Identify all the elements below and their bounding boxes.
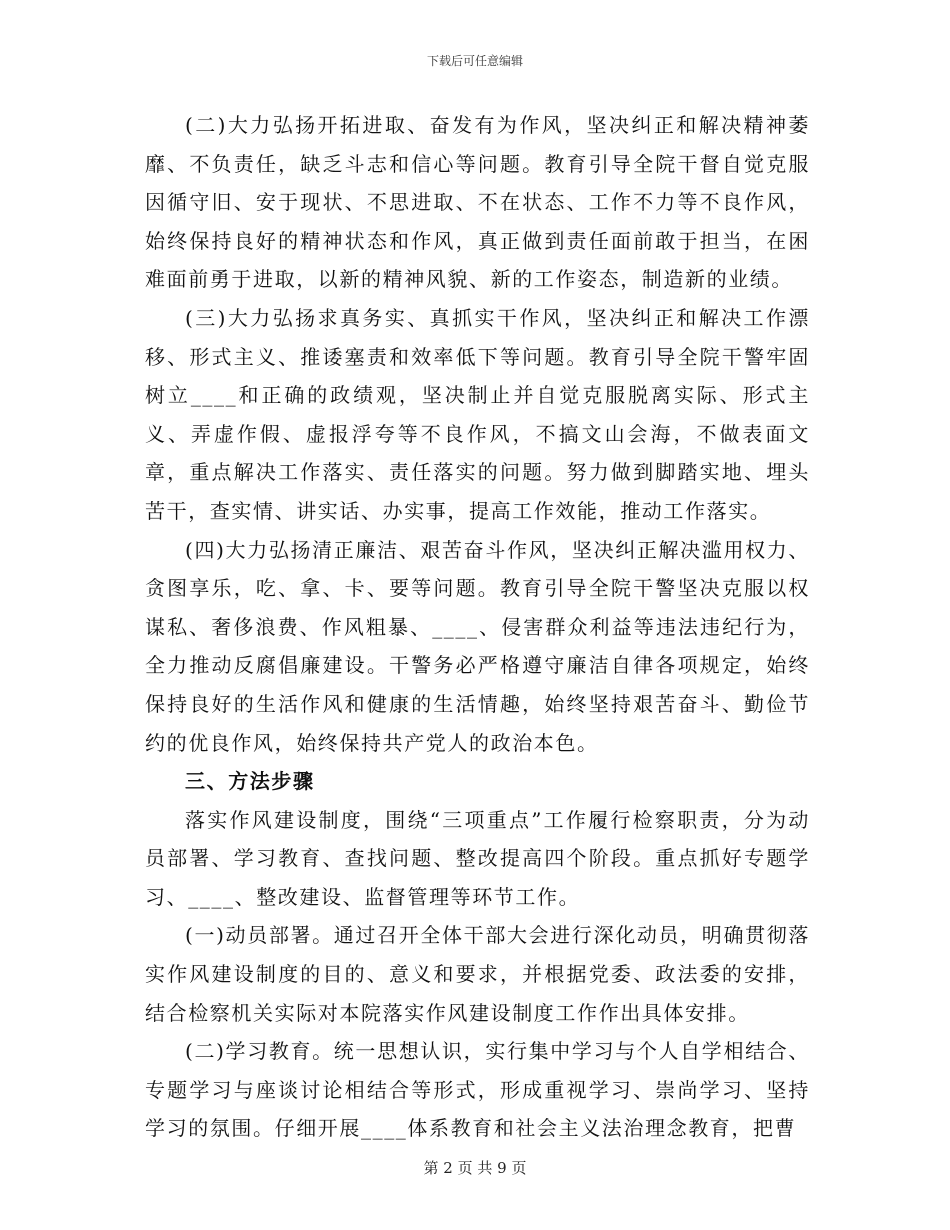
paragraph-3-1: (一)动员部署。通过召开全体干部大会进行深化动员，明确贯彻落实作风建设制度的目的、意义和要求，并根据党委、政法委的安排，结合检察机关实际对本院落实作风建设制度工作作出具体安排。	[145, 923, 810, 1025]
paragraph-2-2: (二)大力弘扬开拓进取、奋发有为作风，坚决纠正和解决精神萎靡、不负责任，缺乏斗志和信心等问题。教育引导全院干督自觉克服因循守旧、安于现状、不思进取、不在状态、工作不力等不良作风，始终保持良好的精神状态和作风，真正做到责任面前敢于担当，在困难面前勇于进取，以新的精神风貌、新的工作姿态，制造新的业绩。	[145, 113, 810, 292]
paragraph-3-intro: 落实作风建设制度，围绕“三项重点”工作履行检察职责，分为动员部署、学习教育、查找问题、整改提高四个阶段。重点抓好专题学习、____、整改建设、监督管理等环节工作。	[145, 807, 810, 909]
page-header-note: 下载后可任意编辑	[426, 54, 523, 68]
paragraph-2-3: (三)大力弘扬求真务实、真抓实干作风，坚决纠正和解决工作漂移、形式主义、推诿塞责和效率低下等问题。教育引导全院干警牢固树立____和正确的政绩观，坚决制止并自觉克服脱离实际、形式主义、弄虚作假、虚报浮夸等不良作风，不搞文山会海，不做表面文章，重点解决工作落实、责任落实的问题。努力做到脚踏实地、埋头苦干，查实情、讲实话、办实事，提高工作效能，推动工作落实。	[145, 305, 810, 523]
paragraph-3-2: (二)学习教育。统一思想认识，实行集中学习与个人自学相结合、专题学习与座谈讨论相结合等形式，形成重视学习、崇尚学习、坚持学习的氛围。仔细开展____体系教育和社会主义法治理念教育，把曹	[145, 1039, 810, 1141]
section-heading-3: 三、方法步骤	[185, 769, 315, 794]
page-footer-number: 第 2 页 共 9 页	[423, 1159, 527, 1177]
document-body	[145, 106, 810, 1148]
paragraph-2-4: (四)大力弘扬清正廉洁、艰苦奋斗作风，坚决纠正解决滥用权力、贪图享乐，吃、拿、卡、要等问题。教育引导全院干警坚决克服以权谋私、奢侈浪费、作风粗暴、____、侵害群众利益等违法违纪行为，全力推动反腐倡廉建设。干警务必严格遵守廉洁自律各项规定，始终保持良好的生活作风和健康的生活情趣，始终坚持艰苦奋斗、勤俭节约的优良作风，始终保持共产党人的政治本色。	[145, 537, 810, 755]
